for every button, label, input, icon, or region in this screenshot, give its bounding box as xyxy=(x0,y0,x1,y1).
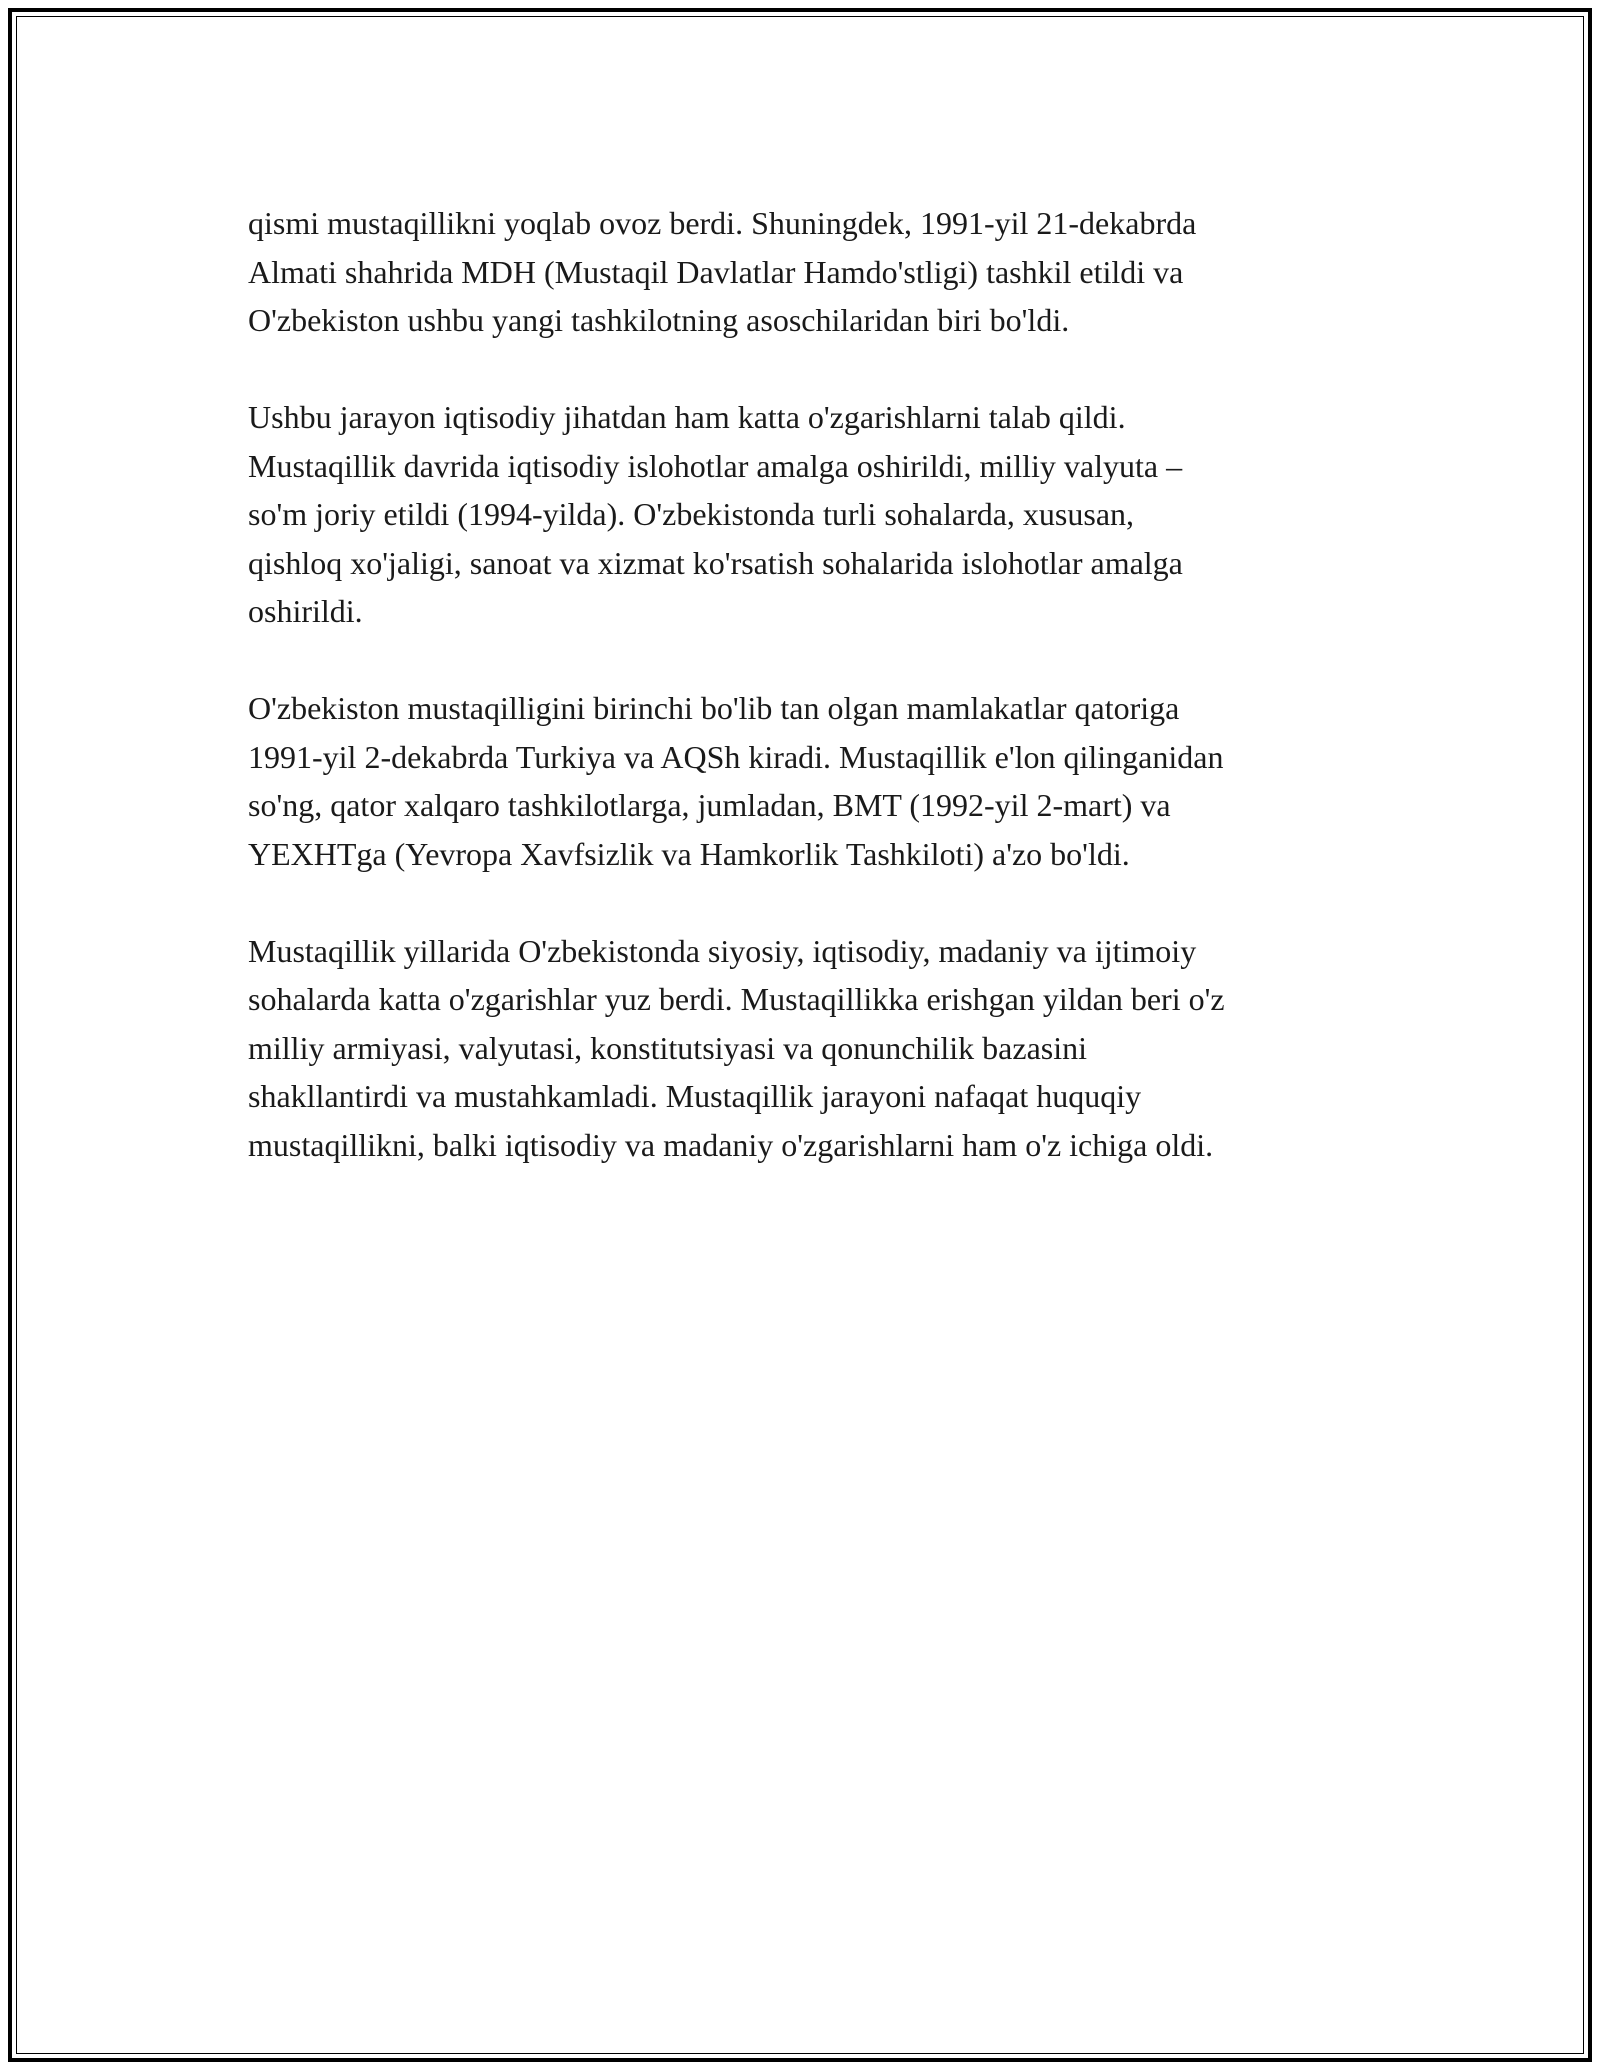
paragraph-line: qismi mustaqillikni yoqlab ovoz berdi. Shuningdek, 1991-yil 21-dekabrda xyxy=(248,205,1197,241)
paragraph-line: shakllantirdi va mustahkamladi. Mustaqillik jarayoni nafaqat huquqiy xyxy=(248,1078,1142,1114)
paragraph-line: qishloq xo'jaligi, sanoat va xizmat ko'rsatish sohalarida islohotlar amalga xyxy=(248,544,1183,581)
paragraph-line: milliy armiyasi, valyutasi, konstitutsiyasi va qonunchilik bazasini xyxy=(248,1029,1087,1066)
paragraph-4 xyxy=(248,927,1388,1170)
paragraph-2 xyxy=(248,393,1388,636)
page-frame xyxy=(8,8,1592,2062)
paragraph-line: O'zbekiston ushbu yangi tashkilotning asoschilaridan biri bo'ldi. xyxy=(248,302,1070,338)
paragraph-3 xyxy=(248,684,1388,878)
paragraph-line: 1991-yil 2-dekabrda Turkiya va AQSh kiradi. Mustaqillik e'lon qilinganidan xyxy=(248,738,1224,775)
paragraph-line: so'm joriy etildi (1994-yilda). O'zbekistonda turli sohalarda, xususan, xyxy=(248,496,1135,532)
paragraph-1 xyxy=(248,199,1388,345)
document-body xyxy=(248,199,1388,1218)
paragraph-line: mustaqillikni, balki iqtisodiy va madaniy o'zgarishlarni ham o'z ichiga oldi. xyxy=(248,1126,1214,1163)
paragraph-line: Almati shahrida MDH (Mustaqil Davlatlar Hamdo'stligi) tashkil etildi va xyxy=(248,253,1184,290)
paragraph-line: oshirildi. xyxy=(248,593,363,629)
paragraph-line: O'zbekiston mustaqilligini birinchi bo'lib tan olgan mamlakatlar qatoriga xyxy=(248,690,1180,726)
paragraph-line: sohalarda katta o'zgarishlar yuz berdi. Mustaqillikka erishgan yildan beri o'z xyxy=(248,981,1225,1017)
paragraph-line: YEXHTga (Yevropa Xavfsizlik va Hamkorlik Tashkiloti) a'zo bo'ldi. xyxy=(248,835,1130,872)
paragraph-line: Ushbu jarayon iqtisodiy jihatdan ham katta o'zgarishlarni talab qildi. xyxy=(248,399,1126,435)
paragraph-line: Mustaqillik davrida iqtisodiy islohotlar amalga oshirildi, milliy valyuta – xyxy=(248,447,1183,484)
paragraph-line: so'ng, qator xalqaro tashkilotlarga, jumladan, BMT (1992-yil 2-mart) va xyxy=(248,787,1171,823)
paragraph-line: Mustaqillik yillarida O'zbekistonda siyosiy, iqtisodiy, madaniy va ijtimoiy xyxy=(248,932,1197,969)
